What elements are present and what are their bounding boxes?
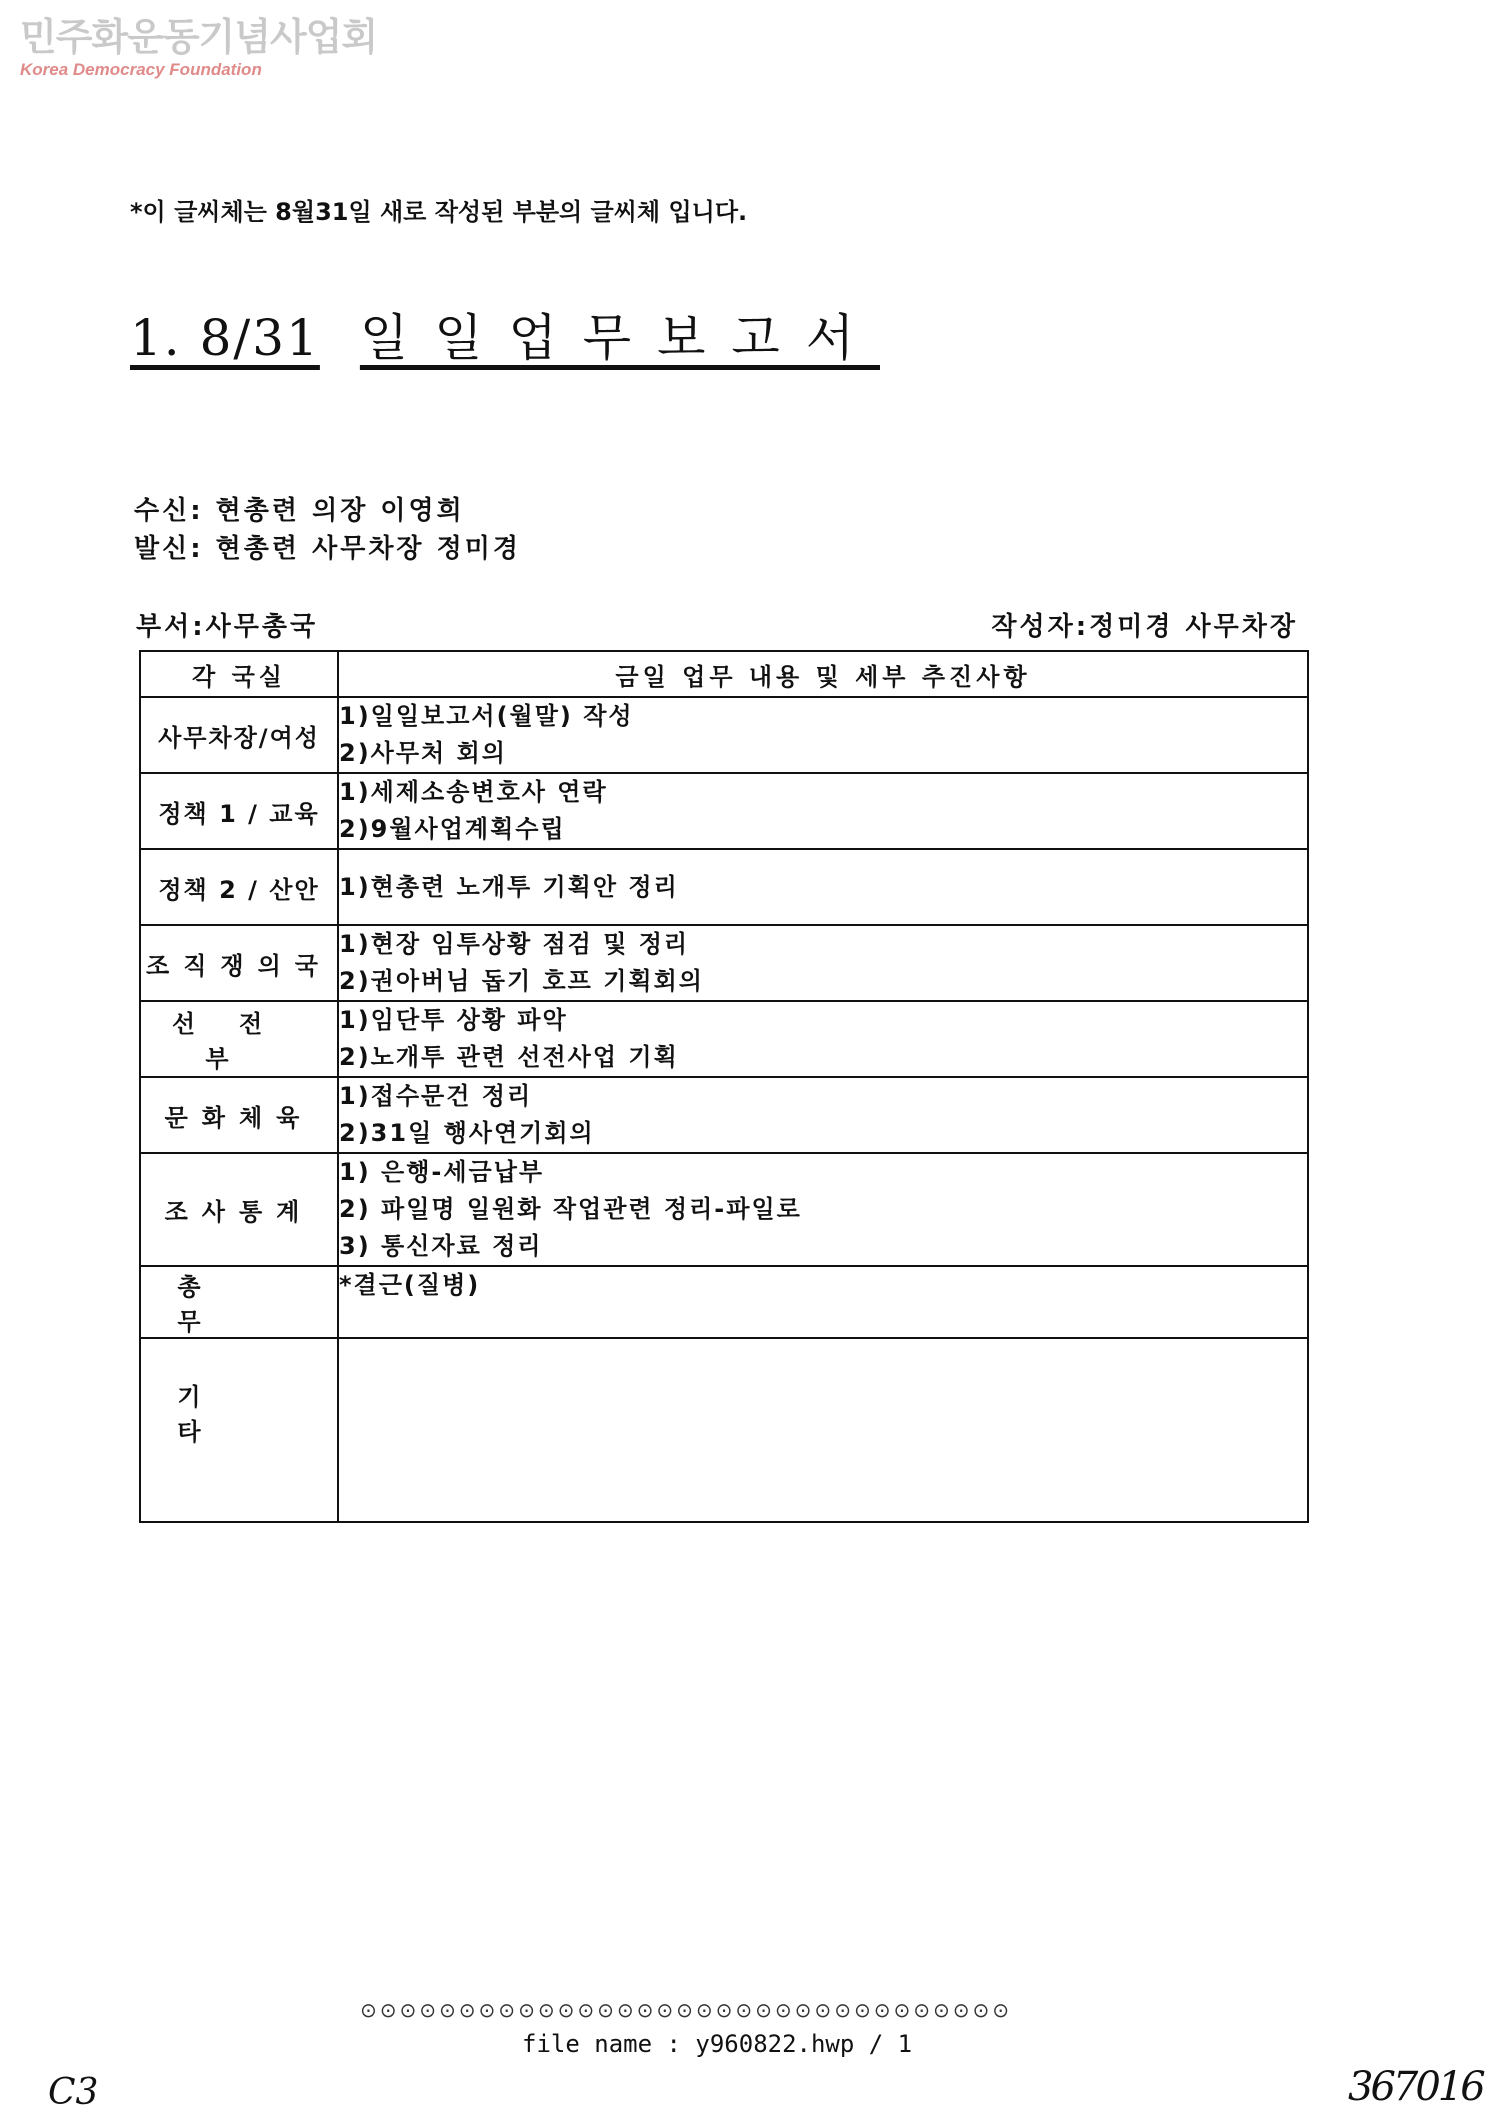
font-note: *이 글씨체는 8월31일 새로 작성된 부분의 글씨체 입니다.	[130, 198, 748, 226]
report-title	[130, 298, 880, 370]
detail-line: 1)현장 임투상황 점검 및 정리	[339, 930, 690, 958]
row-details	[338, 773, 1308, 849]
row-details	[338, 1077, 1308, 1153]
department-line: 부서:사무총국	[136, 612, 319, 642]
watermark-korean: 민주화운동기념사업회	[20, 15, 378, 59]
detail-line: 1)접수문건 정리	[339, 1082, 533, 1110]
table-row	[140, 773, 1308, 849]
table-row	[140, 697, 1308, 773]
detail-line: 2)9월사업계획수립	[339, 815, 566, 843]
detail-line: *결근(질병)	[339, 1271, 481, 1299]
detail-line: 3) 통신자료 정리	[339, 1232, 543, 1260]
handwritten-page-mark: C3	[48, 2072, 99, 2113]
row-category: 문화체육	[140, 1077, 338, 1153]
table-row	[140, 1001, 1308, 1077]
row-category: 정책 1 / 교육	[140, 773, 338, 849]
detail-line: 2)노개투 관련 선전사업 기획	[339, 1043, 679, 1071]
row-details	[338, 1001, 1308, 1077]
row-details	[338, 1338, 1308, 1522]
row-details	[338, 925, 1308, 1001]
footer-filename: file name : y960822.hwp / 1	[522, 2030, 913, 2058]
row-category: 조직쟁의국	[140, 925, 338, 1001]
table-row	[140, 1338, 1308, 1522]
row-category: 사무차장/여성	[140, 697, 338, 773]
row-category: 기타	[140, 1338, 338, 1522]
row-details	[338, 697, 1308, 773]
report-title-text: 일일업무보고서	[359, 309, 880, 367]
report-title-number: 1. 8/31	[130, 309, 320, 367]
row-details	[338, 1153, 1308, 1266]
row-details	[338, 1266, 1308, 1338]
row-category: 정책 2 / 산안	[140, 849, 338, 925]
report-table	[139, 650, 1309, 1523]
table-row	[140, 1077, 1308, 1153]
row-category: 총무	[140, 1266, 338, 1338]
detail-line: 1)현총련 노개투 기획안 정리	[339, 872, 679, 901]
detail-line: 2)사무처 회의	[339, 739, 507, 767]
table-row	[140, 1153, 1308, 1266]
row-details	[338, 849, 1308, 925]
detail-line: 1) 은행-세금납부	[339, 1158, 545, 1186]
detail-line: 2) 파일명 일원화 작업관련 정리-파일로	[339, 1195, 802, 1223]
header-department: 각 국실	[140, 651, 338, 697]
detail-line: 1)일일보고서(월말) 작성	[339, 702, 634, 730]
table-row	[140, 1266, 1308, 1338]
row-category: 선전부	[140, 1001, 338, 1077]
detail-line: 1)세제소송변호사 연락	[339, 778, 608, 806]
recipient-line: 수신: 현총련 의장 이영희	[134, 496, 465, 526]
sender-line: 발신: 현총련 사무차장 정미경	[134, 534, 521, 564]
routing-block	[134, 492, 521, 568]
watermark-english: Korea Democracy Foundation	[20, 60, 262, 79]
table-row	[140, 925, 1308, 1001]
table-header-row	[140, 651, 1308, 697]
detail-line: 1)임단투 상황 파악	[339, 1006, 568, 1034]
detail-line: 2)31일 행사연기회의	[339, 1119, 595, 1147]
detail-line: 2)권아버님 돕기 호프 기획회의	[339, 967, 704, 995]
table-row	[140, 849, 1308, 925]
footer-dot-row: ⊙⊙⊙⊙⊙⊙⊙⊙⊙⊙⊙⊙⊙⊙⊙⊙⊙⊙⊙⊙⊙⊙⊙⊙⊙⊙⊙⊙⊙⊙⊙⊙⊙	[360, 1998, 1013, 2022]
foundation-watermark	[20, 15, 378, 80]
author-line: 작성자:정미경 사무차장	[991, 612, 1298, 642]
row-category: 조사통계	[140, 1153, 338, 1266]
header-details: 금일 업무 내용 및 세부 추진사항	[338, 651, 1308, 697]
handwritten-archive-number: 367016	[1348, 2064, 1483, 2110]
